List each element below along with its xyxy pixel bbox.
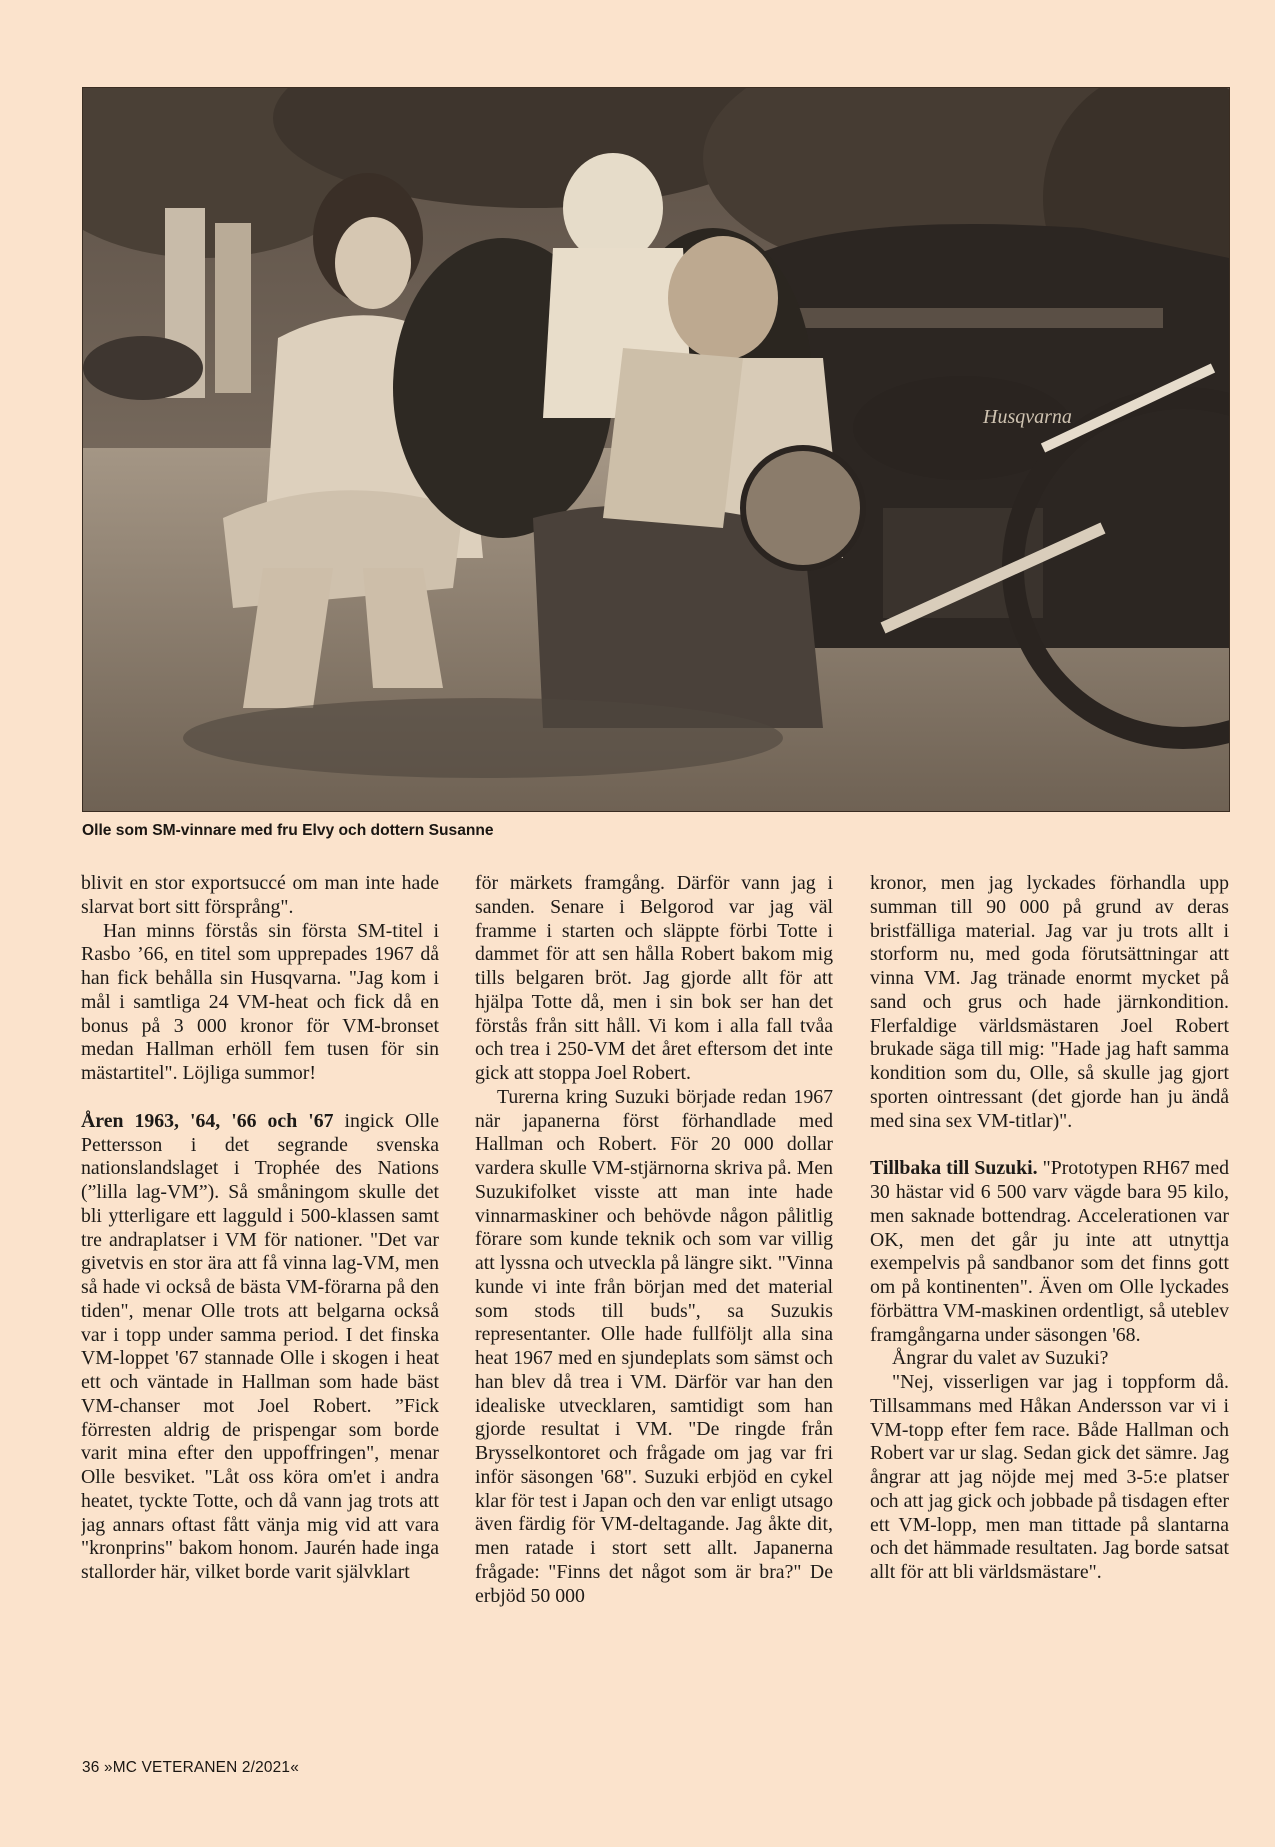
tank-logo: Husqvarna [983,406,1072,428]
paragraph-body: ingick Olle Pettersson i det segrande svenska nationslandslaget i Trophée des Nations (”lilla lag-VM”). Så småningom skulle det bli ytterligare ett lagguld i 500-klassen samt tre andraplatser i VM för nationer. "Det var givetvis en stor ära att få vinna lag-VM, men så hade vi också de bästa VM-förarna på den tiden", menar Olle trots att belgarna också var i topp under samma period. I det finska VM-loppet '67 stannade Olle i skogen i heat ett och väntade in Hallman som hade bäst VM-chanser mot Joel Robert. ”Fick förresten aldrig de prispengar som borde varit mina efter den uppoffringen", menar Olle besviket. "Låt oss köra om'et i andra heatet, tyckte Totte, och då vann jag trots att jag annars oftast fått vänja mig vid att vara "kronprins" bakom honom. Jaurén hade inga stallorder här, vilket borde varit självklart [81,1109,439,1583]
photo-illustration [83,88,1229,811]
paragraph: Turerna kring Suzuki började redan 1967 när japanerna först förhandlade med Hallman och Robert. För 20 000 dollar vardera skulle VM-stjärnorna skriva på. Men Suzukifolket visste att man inte hade vinnarmaskiner och behövde någon pålitlig förare som kunde teknik och som var villig att lyssna och utveckla på längre sikt. "Vinna kunde vi inte från början med det material som stods till buds", sa Suzukis representanter. Olle hade fullföljt alla sina heat 1967 med en sjundeplats som sämst och han blev då trea i VM. Därför var han den idealiske utvecklaren, samtidigt som han gjorde resultat i VM. "De ringde från Brysselkontoret och frågade om jag var fri inför säsongen '68". Suzuki erbjöd en cykel klar för test i Japan och den var enligt utsago även färdig för VM-deltagande. Jag åkte dit, men ratade i stort sett allt. Japanerna frågade: "Finns det något som är bra?" De erbjöd 50 000 [475,1085,833,1607]
paragraph-lead: Tillbaka till Suzuki. [870,1157,1038,1180]
paragraph: Han minns förstås sin första SM-titel i Rasbo ’66, en titel som upprepades 1967 då han fick behålla sin Husqvarna. "Jag kom i mål i samtliga 24 VM-heat och fick då en bonus på 3 000 kronor för VM-bronset medan Hallman erhöll fem tusen för sin mästartitel". Löjliga summor! [81,919,439,1084]
paragraph: för märkets framgång. Därför vann jag i sanden. Senare i Belgorod var jag väl framme i starten och släppte förbi Totte i dammet för att sen hålla Robert bakom mig tills belgaren bröt. Jag gjorde allt för att hjälpa Totte då, men i sin bok ser han det förstås från sitt håll. Vi kom i alla fall tvåa och trea i 250-VM det året eftersom det inte gick att stoppa Joel Robert. [475,872,833,1084]
photo [82,87,1230,812]
paragraph: "Nej, visserligen var jag i toppform då. Tillsammans med Håkan Andersson var vi i VM-topp efter fem race. Både Hallman och Robert var ur slag. Sedan gick det sämre. Jag ångrar att jag nöjde mej med 3-5:e platser och att jag gick och jobbade på tisdagen efter ett VM-lopp, men man tittade på slantarna och det hämmade resultaten. Jag borde satsat allt för att bli världsmästare". [870,1371,1229,1583]
photo-caption: Olle som SM-vinnare med fru Elvy och dottern Susanne [82,822,494,839]
text-column-1 [81,872,439,1762]
paragraph: kronor, men jag lyckades förhandla upp summan till 90 000 på grund av deras bristfälliga material. Jag var ju trots allt i storform nu, med goda förutsättningar att vinna VM. Jag tränade enormt mycket på sand och grus och hade järnkondition. Flerfaldige världsmästaren Joel Robert brukade säga till mig: "Hade jag haft samma kondition som du, Olle, så skulle jag gjort sporten ointressant (det gjorde han ju ändå med sina sex VM-titlar)". [870,872,1229,1132]
text-column-2 [475,872,833,1762]
page-footer: 36 »MC VETERANEN 2/2021« [82,1759,299,1776]
paragraph-body: "Prototypen RH67 med 30 hästar vid 6 500 varv vägde bara 95 kilo, men saknade bottendrag. Accelerationen var OK, men det går ju inte att utnyttja exempelvis på sandbanor som det finns gott om på kontinenten". Även om Olle lyckades förbättra VM-maskinen ordentligt, så uteblev framgångarna under säsongen '68. [870,1157,1229,1346]
paragraph [870,1157,1229,1347]
text-column-3 [870,872,1229,1762]
paragraph [81,1110,439,1585]
paragraph: Ångrar du valet av Suzuki? [892,1347,1109,1370]
paragraph-lead: Åren 1963, '64, '66 och '67 [81,1109,334,1132]
paragraph: blivit en stor exportsuccé om man inte hade slarvat bort sitt försprång". [81,872,439,918]
